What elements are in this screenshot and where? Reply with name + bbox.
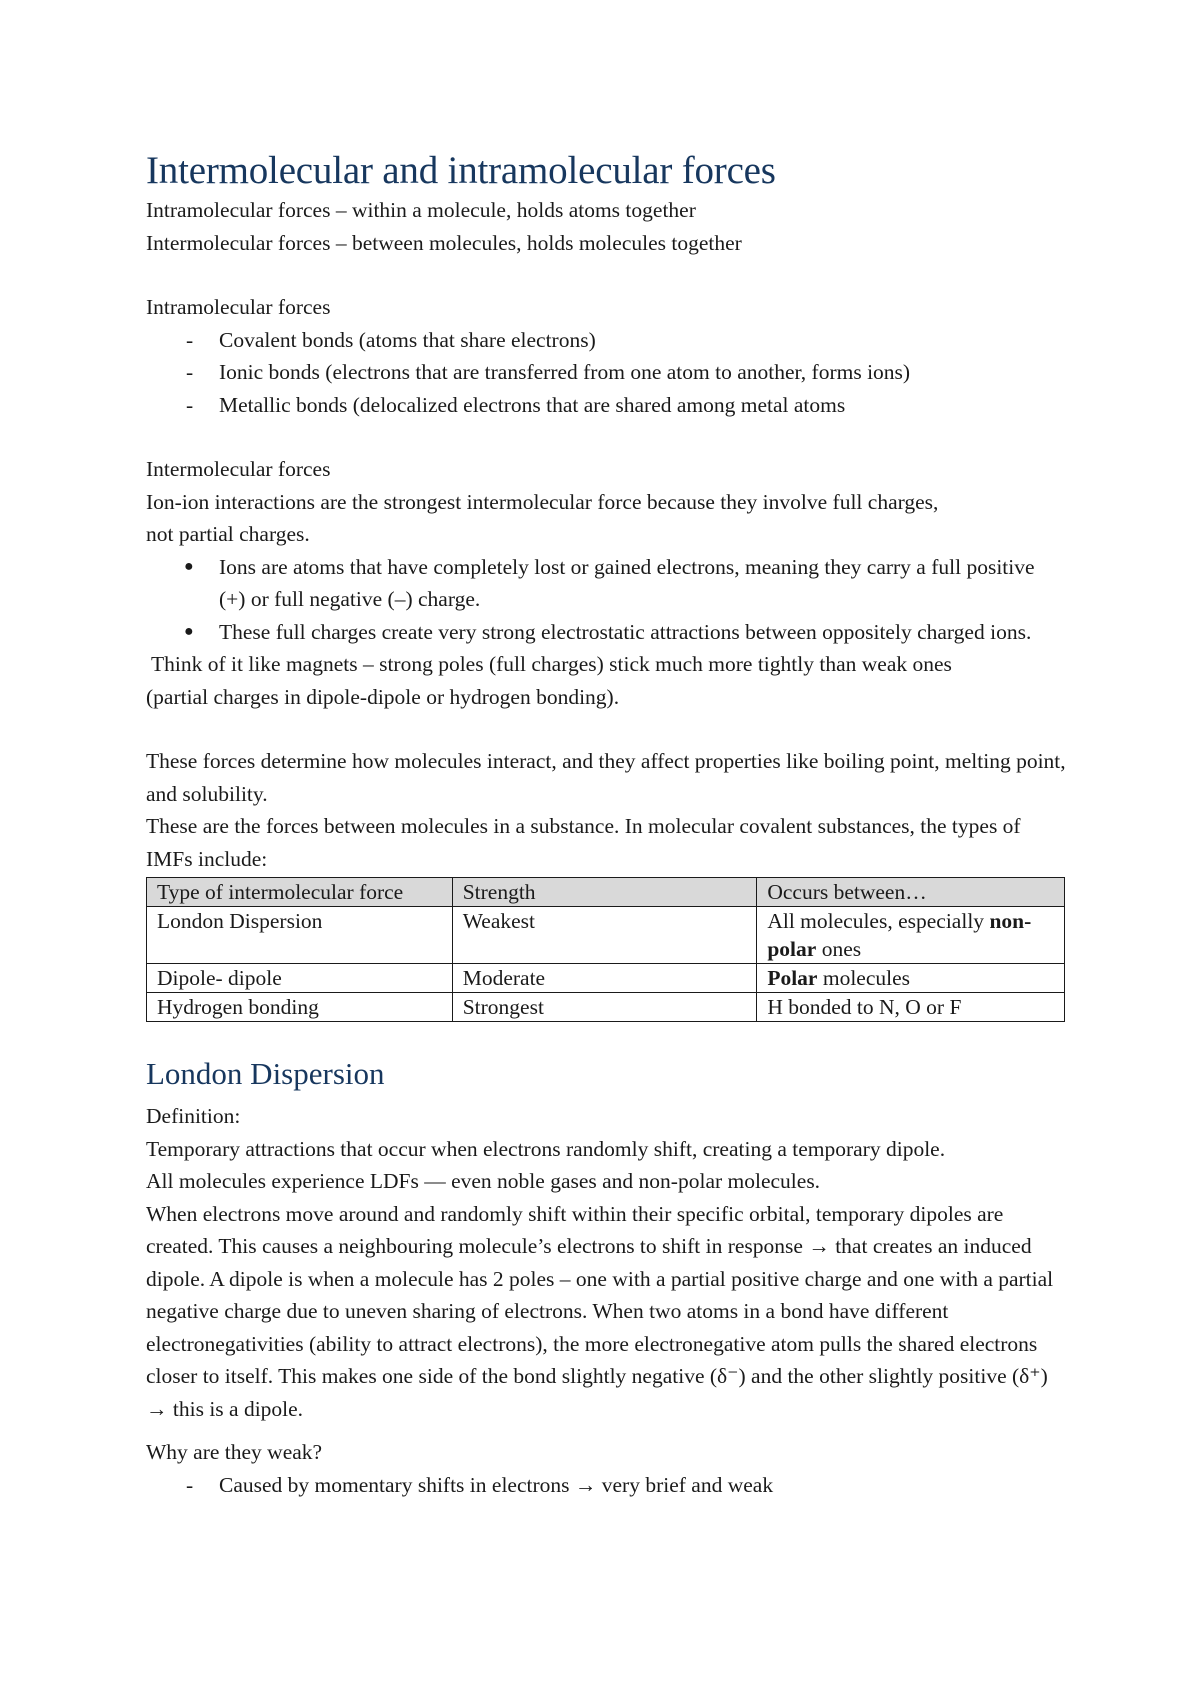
paragraph: All molecules experience LDFs — even noble gases and non-polar molecules. [146,1169,821,1193]
intramolecular-heading: Intramolecular forces [146,295,331,319]
dash-marker: - [186,327,194,352]
paragraph: When electrons move around and randomly shift within their specific orbital, temporary dipoles are created. This causes a neighbouring molecule’s electrons to shift in response → that creates an induced dipole. A dipole is when a molecule has 2 poles – one with a partial positive charge and one with a partial negative charge due to uneven sharing of electrons. When two atoms in a bond have different electronegativities (ability to attract electrons), the more electronegative atom pulls the shared electrons closer to itself. This makes one side of the bond slightly negative (δ⁻) and the other slightly positive (δ⁺) → this is a dipole. [146,1201,1054,1421]
intro-line: Intramolecular forces – within a molecule, holds atoms together [146,198,696,222]
why-weak-list [146,1469,1066,1502]
table-cell: Moderate [452,964,757,993]
table-header-row [147,878,1065,907]
page-title: Intermolecular and intramolecular forces [146,149,776,192]
dash-marker: - [186,1472,194,1497]
paragraph: (partial charges in dipole-dipole or hydrogen bonding). [146,684,620,709]
intramolecular-list [146,324,1066,422]
london-dispersion-heading: London Dispersion [146,1056,385,1091]
ion-bullet-list [146,551,1066,649]
table-cell: London Dispersion [147,907,453,964]
paragraph: These forces determine how molecules interact, and they affect properties like boiling point, melting point, and solubility. [146,749,1066,806]
table-row [147,964,1065,993]
list-item: - Covalent bonds (atoms that share electrons) [146,324,1066,357]
paragraph: Temporary attractions that occur when electrons randomly shift, creating a temporary dipole. [146,1136,946,1161]
paragraph: Think of it like magnets – strong poles (full charges) stick much more tightly than weak ones [146,652,952,676]
dash-marker: - [186,360,194,384]
imf-table [146,877,1065,1022]
list-item: ● Ions are atoms that have completely lost or gained electrons, meaning they carry a full positive (+) or full negative (–) charge. [146,551,1066,616]
dash-marker: - [186,392,194,417]
paragraph: Ion-ion interactions are the strongest intermolecular force because they involve full charges, [146,489,939,514]
why-weak-heading: Why are they weak? [146,1440,323,1464]
table-cell: Dipole- dipole [147,964,453,993]
paragraph: These are the forces between molecules in a substance. In molecular covalent substances, the types of IMFs include: [146,814,1021,871]
document-body [146,148,1066,1501]
paragraph: not partial charges. [146,522,310,546]
definition-label: Definition: [146,1104,241,1128]
column-header: Type of intermolecular force [147,878,453,907]
table-cell: Polar molecules [757,964,1065,993]
table-cell: Weakest [452,907,757,964]
table-row [147,907,1065,964]
list-item: - Ionic bonds (electrons that are transferred from one atom to another, forms ions) [146,356,1066,389]
list-item: - Caused by momentary shifts in electrons → very brief and weak [146,1469,1066,1502]
table-cell: Strongest [452,993,757,1022]
bullet-marker: ● [184,622,194,640]
bullet-marker: ● [184,557,194,575]
column-header: Strength [452,878,757,907]
intro-line: Intermolecular forces – between molecules, holds molecules together [146,230,742,255]
column-header: Occurs between… [757,878,1065,907]
table-cell: H bonded to N, O or F [757,993,1065,1022]
table-cell: All molecules, especially non-polar ones [757,907,1065,964]
table-row [147,993,1065,1022]
list-item: ● These full charges create very strong electrostatic attractions between oppositely charged ions. [146,616,1066,649]
table-cell: Hydrogen bonding [147,993,453,1022]
intermolecular-heading: Intermolecular forces [146,457,331,481]
list-item: - Metallic bonds (delocalized electrons that are shared among metal atoms [146,389,1066,422]
